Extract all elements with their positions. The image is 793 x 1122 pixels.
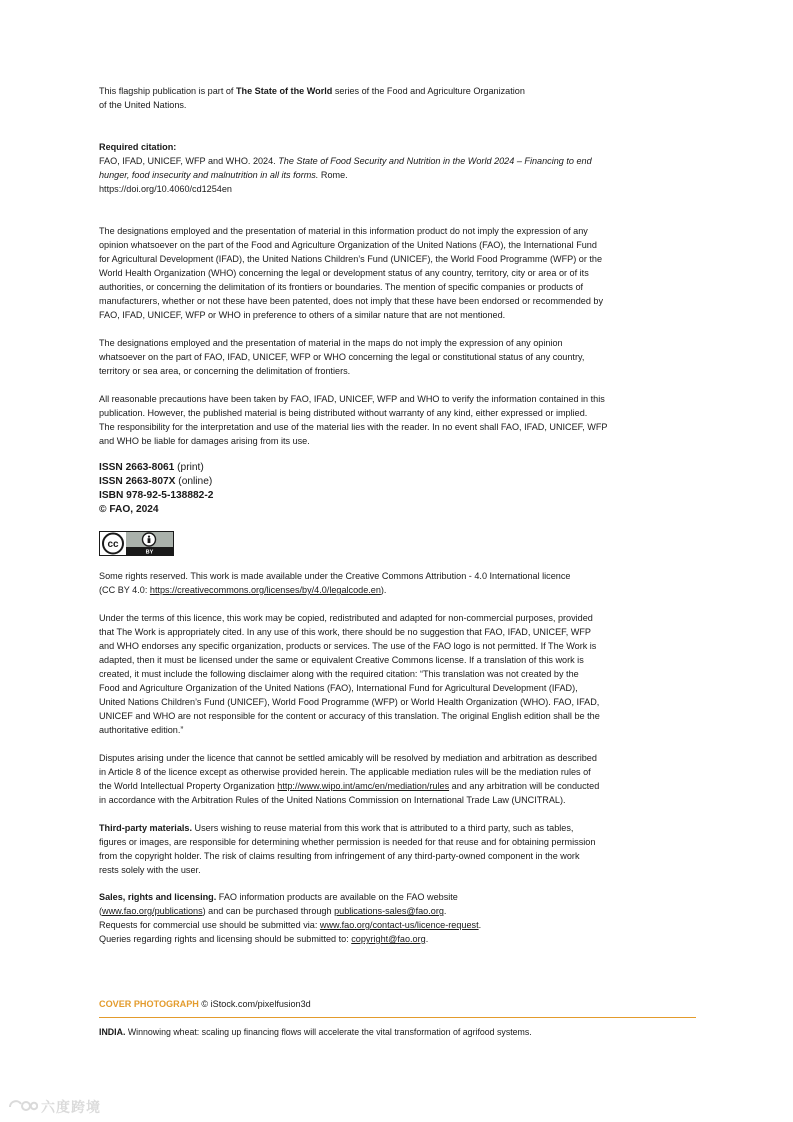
licence-request-link[interactable]: www.fao.org/contact-us/licence-request (319, 920, 479, 930)
publications-link[interactable]: www.fao.org/publications (102, 906, 203, 916)
cc-by-label: BY (145, 549, 154, 555)
watermark-logo-icon (8, 1097, 38, 1117)
cover-photograph-label: COVER PHOTOGRAPH (99, 999, 199, 1009)
sales-email-link[interactable]: publications-sales@fao.org (334, 906, 444, 916)
watermark (8, 1097, 101, 1117)
licence-terms: Under the terms of this licence, this work may be copied, redistributed and adapted for non-commercial purposes, provided that The Work is appropriately cited. In any use of this work, there should be no suggestion that FAO, IFAD, UNICEF, WFP and WHO endorses any specific organization, products or services. The use of the FAO logo is not permitted. If The Work is adapted, then it must be licensed under the same or equivalent Creative Commons license. If a translation of this work is created, it must include the following disclaimer along with the required citation: “This translation was not created by the Food and Agriculture Organization of the United Nations (FAO), International Fund for Agricultural Development (IFAD), United Nations Children’s Fund (UNICEF), World Food Programme (WFP) or World Health Organization (WHO). FAO, IFAD, UNICEF and WHO are not responsible for the content or accuracy of this translation. The original English edition shall be the authoritative edition.” (99, 613, 600, 735)
cc-licence-link[interactable]: https://creativecommons.org/licenses/by/4.0/legalcode.en (149, 585, 381, 595)
series-statement: This flagship publication is part of The State of the World series of the Food and Agriculture Organization of the United Nations. (99, 86, 525, 110)
cover-caption: INDIA. Winnowing wheat: scaling up financing flows will accelerate the vital transformation of agrifood systems. (99, 1027, 532, 1037)
citation-heading: Required citation: (99, 142, 177, 152)
cover-photograph-credit: COVER PHOTOGRAPH © iStock.com/pixelfusion3d (99, 999, 311, 1009)
cc-by-license-icon[interactable] (99, 531, 174, 556)
required-citation: Required citation: FAO, IFAD, UNICEF, WFP and WHO. 2024. The State of Food Security and Nutrition in the World 2024 – Financing to end hunger, food insecurity and malnutrition in all its forms. Rome. https://doi.org/10.4060/cd1254en (99, 140, 649, 196)
citation-doi-link[interactable]: https://doi.org/10.4060/cd1254en (99, 184, 232, 194)
disclaimer-maps: The designations employed and the presentation of material in the maps do not imply the expression of any opinion whatsoever on the part of FAO, IFAD, UNICEF, WFP or WHO concerning the legal or constitutional status of any country, territory or sea area, or concerning the delimitation of frontiers. (99, 338, 585, 376)
footer-divider (99, 1017, 696, 1018)
publication-identifiers: ISSN 2663-8061 (print) ISSN 2663-807X (online) ISBN 978-92-5-138882-2 © FAO, 2024 (99, 462, 214, 515)
licence-statement: Some rights reserved. This work is made available under the Creative Commons Attribution - 4.0 International licence (CC BY 4.0: https://creativecommons.org/licenses/by/4.0/legalcode.en). (99, 571, 571, 595)
sales-rights-licensing: Sales, rights and licensing. FAO information products are available on the FAO website (www.fao.org/publications) and can be purchased through publications-sales@fao.org. Requests for commercial use should be submitted via: www.fao.org/contact-us/licence-request. Queries regarding rights and licensing should be submitted to: copyright@fao.org. (99, 892, 482, 944)
disclaimer-liability: All reasonable precautions have been taken by FAO, IFAD, UNICEF, WFP and WHO to verify the information contained in this publication. However, the published material is being distributed without warranty of any kind, either expressed or implied. The responsibility for the interpretation and use of the material lies with the reader. In no event shall FAO, IFAD, UNICEF, WFP and WHO be liable for damages arising from its use. (99, 394, 608, 446)
disputes-paragraph: Disputes arising under the licence that cannot be settled amicably will be resolved by mediation and arbitration as described in Article 8 of the licence except as otherwise provided herein. The applicable mediation rules will be the mediation rules of the World Intellectual Property Organization http://www.wipo.int/amc/en/mediation/rules and any arbitration will be conducted in accordance with the Arbitration Rules of the United Nations Commission on International Trade Law (UNCITRAL). (99, 753, 600, 805)
svg-text:cc: cc (107, 539, 119, 550)
watermark-text: 六度跨境 (41, 1099, 101, 1115)
wipo-mediation-link[interactable]: http://www.wipo.int/amc/en/mediation/rules (277, 781, 450, 791)
third-party-materials: Third-party materials. Users wishing to reuse material from this work that is attributed to a third party, such as tables, figures or images, are responsible for determining whether permission is needed for that reuse and for obtaining permission from the copyright holder. The risk of claims resulting from infringement of any third-party-owned component in the work rests solely with the user. (99, 823, 596, 875)
copyright-email-link[interactable]: copyright@fao.org (351, 934, 426, 944)
series-name: The State of the World (235, 86, 333, 96)
disclaimer-designations: The designations employed and the presentation of material in this information product do not imply the expression of any opinion whatsoever on the part of the Food and Agriculture Organization of the United Nations (FAO), the International Fund for Agricultural Development (IFAD), the United Nations Children’s Fund (UNICEF), the World Food Programme (WFP) or the World Health Organization (WHO) concerning the legal or development status of any country, territory, city or area or of its authorities, or concerning the delimitation of its frontiers or boundaries. The mention of specific companies or products of manufacturers, whether or not these have been patented, does not imply that these have been endorsed or recommended by FAO, IFAD, UNICEF, WFP or WHO in preference to others of a similar nature that are not mentioned. (99, 226, 604, 320)
